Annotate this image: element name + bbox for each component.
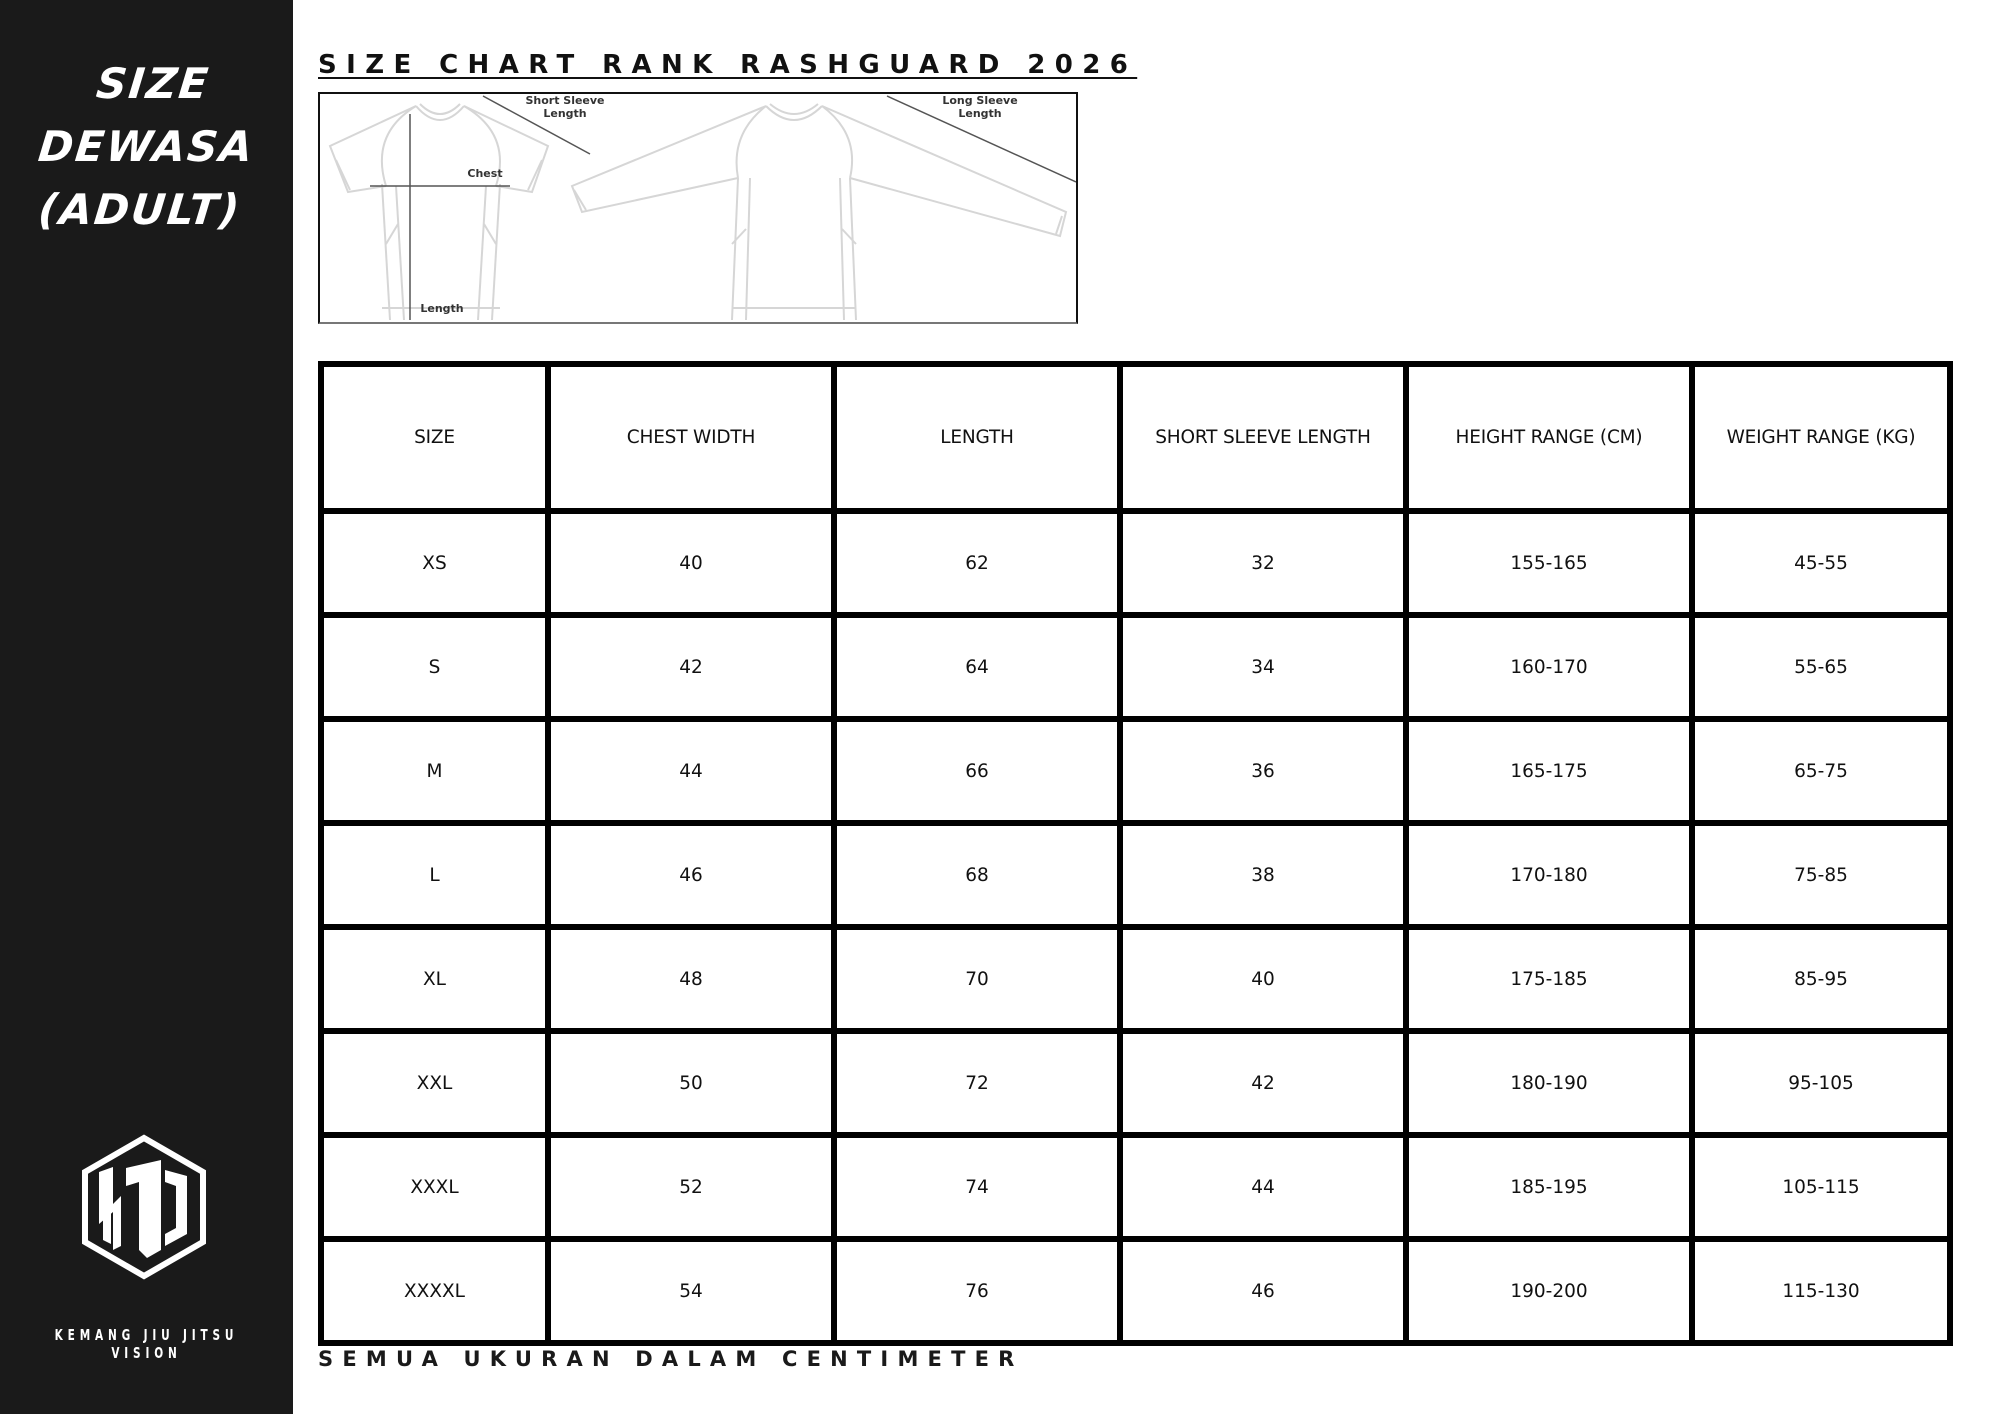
- cell-length: 64: [834, 615, 1120, 719]
- table-row: [321, 511, 1950, 615]
- cell-size: XXL: [321, 1031, 548, 1135]
- sidebar: [0, 0, 293, 1414]
- cell-chest-width: 44: [548, 719, 834, 823]
- cell-weight-range: 55-65: [1692, 615, 1950, 719]
- units-footnote: SEMUA UKURAN DALAM CENTIMETER: [318, 1347, 1024, 1371]
- header-height-range: HEIGHT RANGE (CM): [1406, 364, 1692, 511]
- cell-short-sleeve: 34: [1120, 615, 1406, 719]
- cell-chest-width: 52: [548, 1135, 834, 1239]
- cell-height-range: 185-195: [1406, 1135, 1692, 1239]
- cell-size: XXXL: [321, 1135, 548, 1239]
- header-short-sleeve-length: SHORT SLEEVE LENGTH: [1120, 364, 1406, 511]
- cell-short-sleeve: 32: [1120, 511, 1406, 615]
- table-row: [321, 1135, 1950, 1239]
- shirt-sketch-icon: [320, 94, 1076, 322]
- label-line: Length: [543, 107, 587, 120]
- cell-short-sleeve: 36: [1120, 719, 1406, 823]
- cell-short-sleeve: 42: [1120, 1031, 1406, 1135]
- cell-weight-range: 115-130: [1692, 1239, 1950, 1343]
- header-chest-width: CHEST WIDTH: [548, 364, 834, 511]
- table-header-row: [321, 364, 1950, 511]
- cell-height-range: 160-170: [1406, 615, 1692, 719]
- sidebar-title-line: SIZE: [94, 59, 213, 108]
- chest-label: Chest: [467, 167, 503, 180]
- cell-height-range: 190-200: [1406, 1239, 1692, 1343]
- brand-name: KEMANG JIU JITSU VISION: [54, 1326, 239, 1362]
- cell-height-range: 180-190: [1406, 1031, 1692, 1135]
- cell-length: 74: [834, 1135, 1120, 1239]
- cell-length: 70: [834, 927, 1120, 1031]
- cell-size: XXXXL: [321, 1239, 548, 1343]
- table-row: [321, 927, 1950, 1031]
- table-row: [321, 615, 1950, 719]
- cell-short-sleeve: 44: [1120, 1135, 1406, 1239]
- label-line: Length: [958, 107, 1002, 120]
- table-row: [321, 823, 1950, 927]
- cell-chest-width: 46: [548, 823, 834, 927]
- cell-weight-range: 65-75: [1692, 719, 1950, 823]
- sidebar-title: [0, 52, 303, 241]
- cell-size: M: [321, 719, 548, 823]
- rashguard-measurement-diagram: [318, 92, 1078, 324]
- cell-chest-width: 48: [548, 927, 834, 1031]
- cell-size: S: [321, 615, 548, 719]
- cell-short-sleeve: 40: [1120, 927, 1406, 1031]
- cell-height-range: 175-185: [1406, 927, 1692, 1031]
- header-length: LENGTH: [834, 364, 1120, 511]
- sidebar-title-line: (ADULT): [36, 185, 244, 234]
- cell-short-sleeve: 46: [1120, 1239, 1406, 1343]
- cell-length: 76: [834, 1239, 1120, 1343]
- cell-short-sleeve: 38: [1120, 823, 1406, 927]
- cell-height-range: 155-165: [1406, 511, 1692, 615]
- cell-length: 62: [834, 511, 1120, 615]
- cell-size: L: [321, 823, 548, 927]
- kjj-hexagon-logo-icon: [81, 1134, 207, 1280]
- cell-weight-range: 45-55: [1692, 511, 1950, 615]
- label-line: Short Sleeve: [525, 94, 605, 107]
- table-row: [321, 719, 1950, 823]
- label-line: Long Sleeve: [942, 94, 1018, 107]
- header-size: SIZE: [321, 364, 548, 511]
- cell-weight-range: 75-85: [1692, 823, 1950, 927]
- sidebar-title-line: DEWASA: [36, 122, 257, 171]
- cell-weight-range: 95-105: [1692, 1031, 1950, 1135]
- cell-weight-range: 85-95: [1692, 927, 1950, 1031]
- table-row: [321, 1239, 1950, 1343]
- cell-size: XS: [321, 511, 548, 615]
- size-chart-table: [318, 361, 1953, 1346]
- cell-chest-width: 50: [548, 1031, 834, 1135]
- cell-length: 72: [834, 1031, 1120, 1135]
- cell-height-range: 165-175: [1406, 719, 1692, 823]
- cell-length: 68: [834, 823, 1120, 927]
- cell-chest-width: 42: [548, 615, 834, 719]
- table-row: [321, 1031, 1950, 1135]
- cell-height-range: 170-180: [1406, 823, 1692, 927]
- cell-chest-width: 54: [548, 1239, 834, 1343]
- short-sleeve-length-label: [525, 94, 605, 120]
- cell-weight-range: 105-115: [1692, 1135, 1950, 1239]
- cell-size: XL: [321, 927, 548, 1031]
- cell-chest-width: 40: [548, 511, 834, 615]
- cell-length: 66: [834, 719, 1120, 823]
- long-sleeve-length-label: [940, 94, 1020, 120]
- length-label: Length: [420, 302, 464, 315]
- header-weight-range: WEIGHT RANGE (KG): [1692, 364, 1950, 511]
- page-title: SIZE CHART RANK RASHGUARD 2026: [318, 50, 1138, 80]
